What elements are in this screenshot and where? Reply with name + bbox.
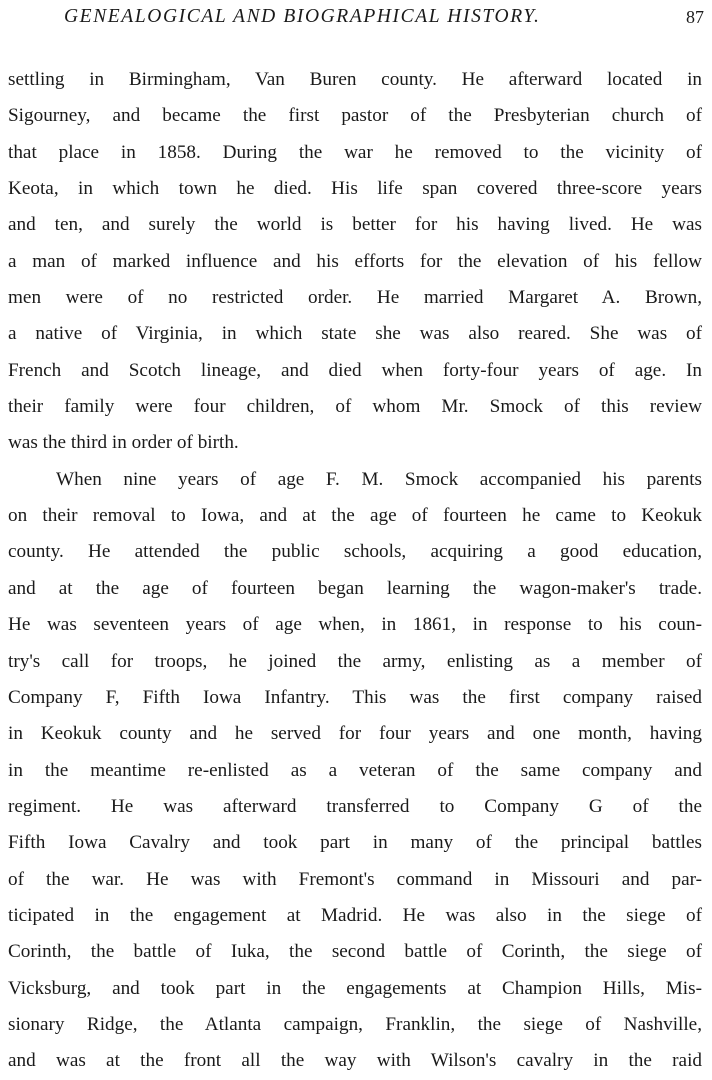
text-line: of the war. He was with Fremont's command in Missouri and par- bbox=[8, 868, 702, 890]
text-line: in the meantime re-enlisted as a veteran of the same company and bbox=[8, 759, 702, 781]
text-line: and at the age of fourteen began learning the wagon-maker's trade. bbox=[8, 577, 702, 599]
text-line: try's call for troops, he joined the army, enlisting as a member of bbox=[8, 650, 702, 672]
text-line: Sigourney, and became the first pastor of the Presbyterian church of bbox=[8, 105, 702, 127]
text-line: was the third in order of birth. bbox=[8, 432, 239, 454]
text-line: that place in 1858. During the war he removed to the vicinity of bbox=[8, 141, 702, 163]
body-text bbox=[8, 62, 702, 1080]
text-line: regiment. He was afterward transferred to Company G of the bbox=[8, 795, 702, 817]
paragraph-2 bbox=[8, 462, 702, 1080]
running-title: GENEALOGICAL AND BIOGRAPHICAL HISTORY. bbox=[64, 6, 541, 27]
text-line: When nine years of age F. M. Smock accompanied his parents bbox=[56, 468, 702, 490]
text-line: in Keokuk county and he served for four years and one month, having bbox=[8, 723, 702, 745]
text-line: men were of no restricted order. He married Margaret A. Brown, bbox=[8, 287, 702, 309]
paragraph-1 bbox=[8, 62, 702, 462]
text-line: settling in Birmingham, Van Buren county. He afterward located in bbox=[8, 69, 702, 90]
text-line: ticipated in the engagement at Madrid. He was also in the siege of bbox=[8, 904, 702, 926]
text-line: Corinth, the battle of Iuka, the second battle of Corinth, the siege of bbox=[8, 941, 702, 963]
text-line: on their removal to Iowa, and at the age of fourteen he came to Keokuk bbox=[8, 505, 702, 527]
text-line: and was at the front all the way with Wilson's cavalry in the raid bbox=[8, 1050, 702, 1072]
text-line: sionary Ridge, the Atlanta campaign, Franklin, the siege of Nashville, bbox=[8, 1013, 702, 1035]
text-line: county. He attended the public schools, acquiring a good education, bbox=[8, 541, 702, 563]
text-line: Company F, Fifth Iowa Infantry. This was the first company raised bbox=[8, 686, 702, 708]
text-line: French and Scotch lineage, and died when forty-four years of age. In bbox=[8, 359, 702, 381]
text-line: He was seventeen years of age when, in 1861, in response to his coun- bbox=[8, 614, 702, 636]
text-line: a man of marked influence and his efforts for the elevation of his fellow bbox=[8, 250, 702, 272]
text-line: Fifth Iowa Cavalry and took part in many of the principal battles bbox=[8, 832, 702, 854]
page-number: 87 bbox=[686, 7, 704, 27]
text-line: and ten, and surely the world is better for his having lived. He was bbox=[8, 214, 702, 236]
text-line: Vicksburg, and took part in the engagements at Champion Hills, Mis- bbox=[8, 977, 702, 999]
text-line: Keota, in which town he died. His life span covered three-score years bbox=[8, 178, 702, 200]
running-head bbox=[0, 6, 712, 32]
text-line: their family were four children, of whom Mr. Smock of this review bbox=[8, 396, 702, 418]
text-line: a native of Virginia, in which state she was also reared. She was of bbox=[8, 323, 702, 345]
